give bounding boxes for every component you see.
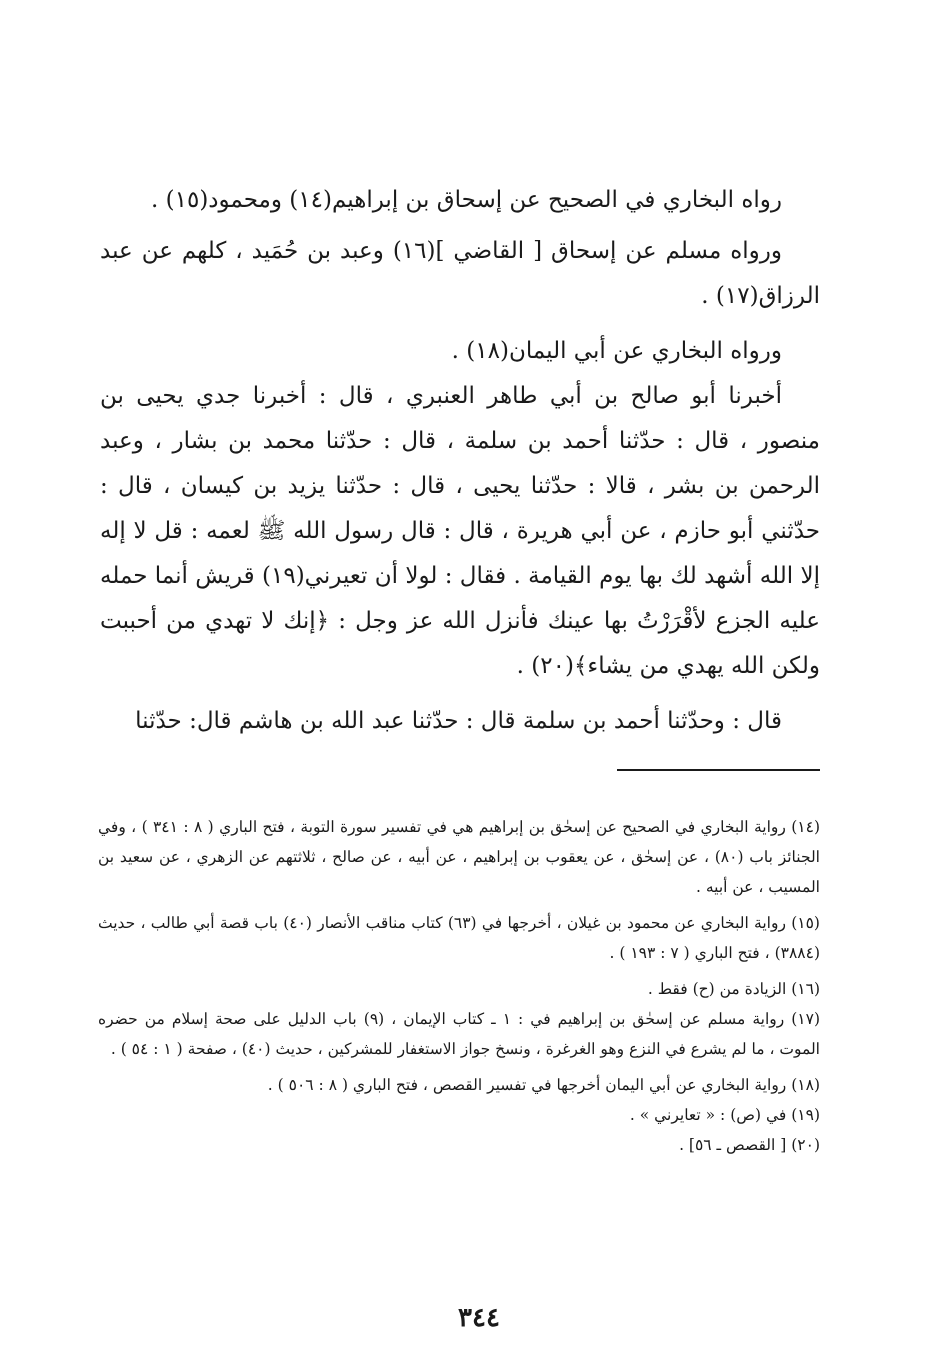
footnote-19: (١٩) في (ص) : « تعايرني » .: [629, 1106, 820, 1124]
footnotes-section: [98, 812, 820, 1160]
paragraph-hadith-text: أخبرنا أبو صالح بن أبي طاهر العنبري ، قال : أخبرنا جدي يحيى بن منصور ، قال : حدّثنا أحمد بن سلمة ، قال : حدّثنا محمد بن بشار ، وعبد الرحمن بن بشر ، قالا : حدّثنا يحيى ، قال : حدّثنا يزيد بن كيسان ، قال : حدّثني أبو حازم ، عن أبي هريرة ، قال : قال رسول الله ﷺ لعمه : قل لا إله إلا الله أشهد لك بها يوم القيامة . فقال : لولا أن تعيرني(١٩) قريش أنما حمله عليه الجزع لأقْرَرْتُ بها عينك فأنزل الله عز وجل : ﴿إنك لا تهدي من أحببت ولكن الله يهدي من يشاء﴾(٢٠) .: [100, 383, 820, 679]
main-text-body: [100, 178, 820, 744]
footnote-18: (١٨) رواية البخاري عن أبي اليمان أخرجها في تفسير القصص ، فتح الباري ( ٨ : ٥٠٦ ) .: [267, 1076, 820, 1094]
footnote-20: (٢٠) [ القصص ـ ٥٦] .: [679, 1136, 820, 1154]
footnote-17: (١٧) رواية مسلم عن إسحٰق بن إبراهيم في : ١ ـ كتاب الإيمان ، (٩) باب الدليل على صحة إسلام من حضره الموت ، ما لم يشرع في النزع وهو الغرغرة ، ونسخ جواز الاستغفار للمشركين ، حديث (٤٠) ، صفحة ( ١ : ٥٤ ) .: [98, 1010, 821, 1058]
footnote-16: (١٦) الزيادة من (ح) فقط .: [647, 980, 820, 998]
page-number: ٣٤٤: [458, 1303, 500, 1333]
footnote-separator: [617, 769, 820, 771]
paragraph-next-chain: قال : وحدّثنا أحمد بن سلمة قال : حدّثنا عبد الله بن هاشم قال: حدّثنا: [135, 708, 782, 734]
footnote-15: (١٥) رواية البخاري عن محمود بن غيلان ، أخرجها في (٦٣) كتاب مناقب الأنصار (٤٠) باب قصة أبي طالب ، حديث (٣٨٨٤) ، فتح الباري ( ٧ : ١٩٣ ) .: [98, 914, 820, 962]
paragraph-abu-alyaman: ورواه البخاري عن أبي اليمان(١٨) .: [451, 338, 782, 364]
footnote-14: (١٤) رواية البخاري في الصحيح عن إسحٰق بن إبراهيم هي في تفسير سورة التوبة ، فتح الباري ( ٨ : ٣٤١ ) ، وفي الجنائز باب (٨٠) ، عن إسحٰق ، عن يعقوب بن إبراهيم ، عن أبيه ، عن صالح ، ثلاثتهم عن الزهري ، عن سعيد بن المسيب ، عن أبيه .: [98, 818, 820, 896]
paragraph-bukhari-chain: رواه البخاري في الصحيح عن إسحاق بن إبراهيم(١٤) ومحمود(١٥) .: [150, 187, 782, 213]
paragraph-muslim-chain: ورواه مسلم عن إسحاق [ القاضي ](١٦) وعبد بن حُمَيد ، كلهم عن عبد الرزاق(١٧) .: [100, 238, 820, 309]
